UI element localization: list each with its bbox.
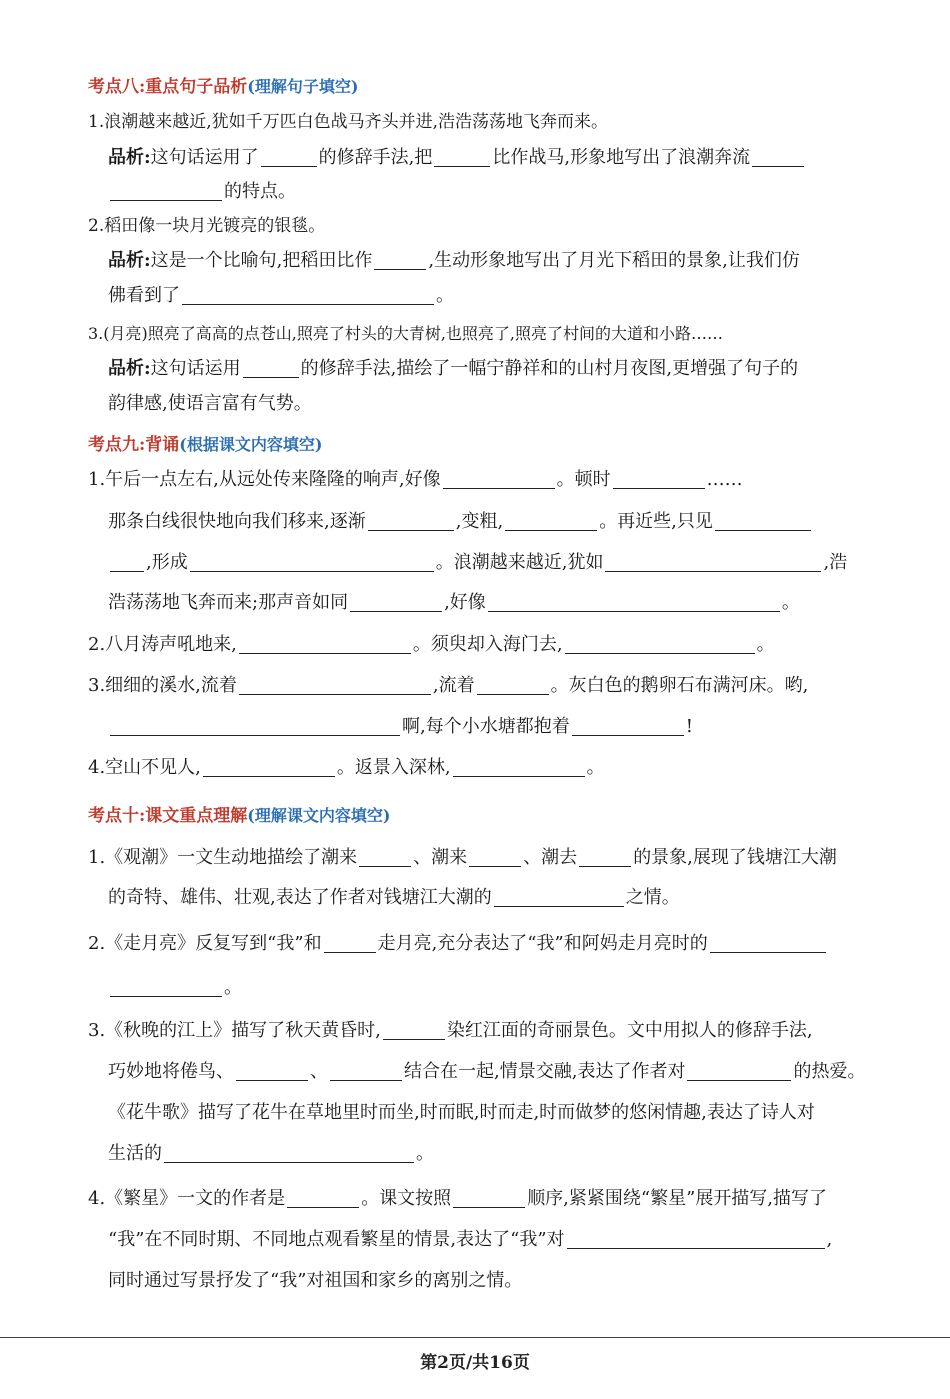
text: 。 (416, 1143, 434, 1164)
text: 。顿时 (556, 469, 611, 490)
analysis-label: 品析: (108, 358, 151, 379)
footer-divider (0, 1337, 950, 1338)
question-line (0, 707, 950, 747)
answer-blank[interactable] (434, 144, 490, 167)
answer-blank[interactable] (494, 884, 624, 907)
text: 的修辞手法,把 (318, 147, 433, 168)
question-line (0, 1052, 950, 1092)
heading-subtext: (根据课文内容填空) (179, 435, 323, 454)
answer-blank[interactable] (203, 754, 335, 777)
answer-blank[interactable] (752, 144, 804, 167)
heading-text: 考点十:课文重点理解 (88, 806, 248, 826)
text: 走月亮,充分表达了“我”和阿妈走月亮时的 (377, 933, 708, 954)
question-line (0, 1261, 950, 1301)
text: 之情。 (625, 887, 680, 908)
answer-blank[interactable] (239, 672, 431, 695)
text: 。浪潮越来越近,犹如 (435, 552, 604, 573)
analysis-label: 品析: (108, 250, 151, 271)
answer-blank[interactable] (368, 508, 454, 531)
answer-blank[interactable] (453, 754, 585, 777)
analysis-line (0, 276, 950, 316)
text: 韵律感,使语言富有气势。 (108, 393, 312, 414)
question-line (0, 1134, 950, 1174)
answer-blank[interactable] (236, 1058, 308, 1081)
question-line (0, 1220, 950, 1260)
answer-blank[interactable] (324, 930, 376, 953)
answer-blank[interactable] (572, 713, 684, 736)
answer-blank[interactable] (710, 930, 826, 953)
text: 、 (310, 1061, 328, 1082)
analysis-line (0, 384, 950, 424)
text: 3.细细的溪水,流着 (88, 675, 237, 696)
answer-blank[interactable] (350, 589, 442, 612)
text: 浩荡荡地飞奔而来;那声音如同 (108, 592, 349, 613)
heading-text: 考点八:重点句子品析 (88, 77, 248, 97)
text: 3.(月亮)照亮了高高的点苍山,照亮了村头的大青树,也照亮了,照亮了村间的大道和小路…… (88, 324, 724, 343)
answer-blank[interactable] (330, 1058, 402, 1081)
question-line (0, 206, 950, 246)
answer-blank[interactable] (488, 589, 780, 612)
text: 的奇特、雄伟、壮观,表达了作者对钱塘江大潮的 (108, 887, 492, 908)
answer-blank[interactable] (239, 631, 411, 654)
question-line (0, 625, 950, 665)
page-number: 第2页/共16页 (420, 1353, 530, 1373)
text: 的热爱。 (793, 1061, 866, 1082)
text: 同时通过写景抒发了“我”对祖国和家乡的离别之情。 (108, 1270, 523, 1291)
heading-text: 考点九:背诵 (88, 435, 180, 455)
text: 佛看到了 (108, 285, 180, 306)
section-heading (0, 67, 950, 107)
text: 1.《观潮》一文生动地描绘了潮来 (88, 847, 358, 868)
question-line (0, 666, 950, 706)
text: 。再近些,只见 (599, 511, 713, 532)
answer-blank[interactable] (243, 355, 299, 378)
question-line (0, 1179, 950, 1219)
text: 的景象,展现了钱塘江大潮 (633, 847, 837, 868)
text: 4.《繁星》一文的作者是 (88, 1188, 286, 1209)
text: ,好像 (444, 592, 486, 613)
answer-blank[interactable] (261, 144, 317, 167)
text: 2.稻田像一块月光镀亮的银毯。 (88, 216, 326, 236)
answer-blank[interactable] (110, 713, 400, 736)
text: 结合在一起,情景交融,表达了作者对 (404, 1061, 686, 1082)
text: ,流着 (432, 675, 475, 696)
question-line (0, 968, 950, 1008)
text: 、潮来 (413, 847, 468, 868)
text: 。 (586, 757, 605, 778)
answer-blank[interactable] (477, 672, 549, 695)
answer-blank[interactable] (190, 549, 434, 572)
text: 。灰白色的鹅卵石布满河床。哟, (550, 675, 809, 696)
text: 的修辞手法,描绘了一幅宁静祥和的山村月夜图,更增强了句子的 (300, 358, 799, 379)
answer-blank[interactable] (110, 974, 222, 997)
text: 2.《走月亮》反复写到“我”和 (88, 933, 322, 954)
text: 。返景入深林, (336, 757, 451, 778)
answer-blank[interactable] (443, 466, 555, 489)
answer-blank[interactable] (182, 282, 434, 305)
text: ,形成 (146, 552, 188, 573)
text: 啊,每个小水塘都抱着 (402, 716, 570, 737)
text: 顺序,紧紧围绕“繁星”展开描写,描写了 (527, 1188, 828, 1209)
section-heading (0, 796, 950, 836)
text: 这句话运用 (150, 358, 241, 379)
text: ,浩 (823, 552, 848, 573)
question-line (0, 583, 950, 623)
text: , (826, 1229, 833, 1250)
question-line (0, 1011, 950, 1051)
text: 1.午后一点左右,从远处传来隆隆的响声,好像 (88, 469, 441, 490)
text: 。须臾却入海门去, (412, 634, 563, 655)
text: 2.八月涛声吼地来, (88, 634, 237, 655)
answer-blank[interactable] (110, 178, 222, 201)
answer-blank[interactable] (687, 1058, 791, 1081)
heading-subtext: (理解句子填空) (247, 77, 359, 96)
text: 生活的 (108, 1143, 162, 1164)
answer-blank[interactable] (287, 1185, 359, 1208)
answer-blank[interactable] (567, 1226, 825, 1249)
question-line (0, 502, 950, 542)
question-line (0, 543, 950, 583)
answer-blank[interactable] (359, 844, 411, 867)
text: 巧妙地将倦鸟、 (108, 1061, 234, 1082)
answer-blank[interactable] (110, 549, 144, 572)
question-line (0, 1093, 950, 1133)
answer-blank[interactable] (579, 844, 631, 867)
text: 4.空山不见人, (88, 757, 201, 778)
analysis-line (0, 349, 950, 389)
answer-blank[interactable] (374, 247, 426, 270)
text: 。 (781, 592, 800, 613)
text: ,生动形象地写出了月光下稻田的景象,让我们仿 (428, 250, 800, 271)
text: 这是一个比喻句,把稻田比作 (150, 250, 373, 271)
question-line (0, 878, 950, 918)
question-line (0, 748, 950, 788)
answer-blank[interactable] (164, 1140, 414, 1163)
answer-blank[interactable] (715, 508, 811, 531)
answer-blank[interactable] (565, 631, 755, 654)
section-heading (0, 425, 950, 465)
text: 染红江面的奇丽景色。文中用拟人的修辞手法, (446, 1020, 813, 1041)
text: 、潮去 (523, 847, 578, 868)
question-line (0, 460, 950, 500)
text: 。 (224, 977, 242, 998)
text: 。 (436, 285, 454, 306)
answer-blank[interactable] (383, 1017, 445, 1040)
answer-blank[interactable] (453, 1185, 525, 1208)
text: 。课文按照 (361, 1188, 452, 1209)
answer-blank[interactable] (505, 508, 597, 531)
analysis-label: 品析: (108, 147, 151, 168)
question-line (0, 838, 950, 878)
text: …… (706, 469, 743, 490)
text: 1.浪潮越来越近,犹如千万匹白色战马齐头并进,浩浩荡荡地飞奔而来。 (88, 112, 609, 132)
text: 这句话运用了 (150, 147, 259, 168)
text: 比作战马,形象地写出了浪潮奔流 (492, 147, 751, 168)
text: “我”在不同时期、不同地点观看繁星的情景,表达了“我”对 (108, 1229, 565, 1250)
text: 。 (756, 634, 775, 655)
text: 的特点。 (224, 181, 296, 202)
text: ,变粗, (455, 511, 504, 532)
text: 那条白线很快地向我们移来,逐渐 (108, 511, 366, 532)
answer-blank[interactable] (613, 466, 705, 489)
text: 《花牛歌》描写了花牛在草地里时而坐,时而眠,时而走,时而做梦的悠闲情趣,表达了诗人对 (108, 1102, 815, 1123)
question-line (0, 924, 950, 964)
text: ! (685, 716, 693, 737)
answer-blank[interactable] (469, 844, 521, 867)
text: 3.《秋晚的江上》描写了秋天黄昏时, (88, 1020, 381, 1041)
analysis-line (0, 241, 950, 281)
question-line (0, 314, 950, 354)
question-line (0, 102, 950, 142)
heading-subtext: (理解课文内容填空) (247, 806, 391, 825)
answer-blank[interactable] (605, 549, 821, 572)
